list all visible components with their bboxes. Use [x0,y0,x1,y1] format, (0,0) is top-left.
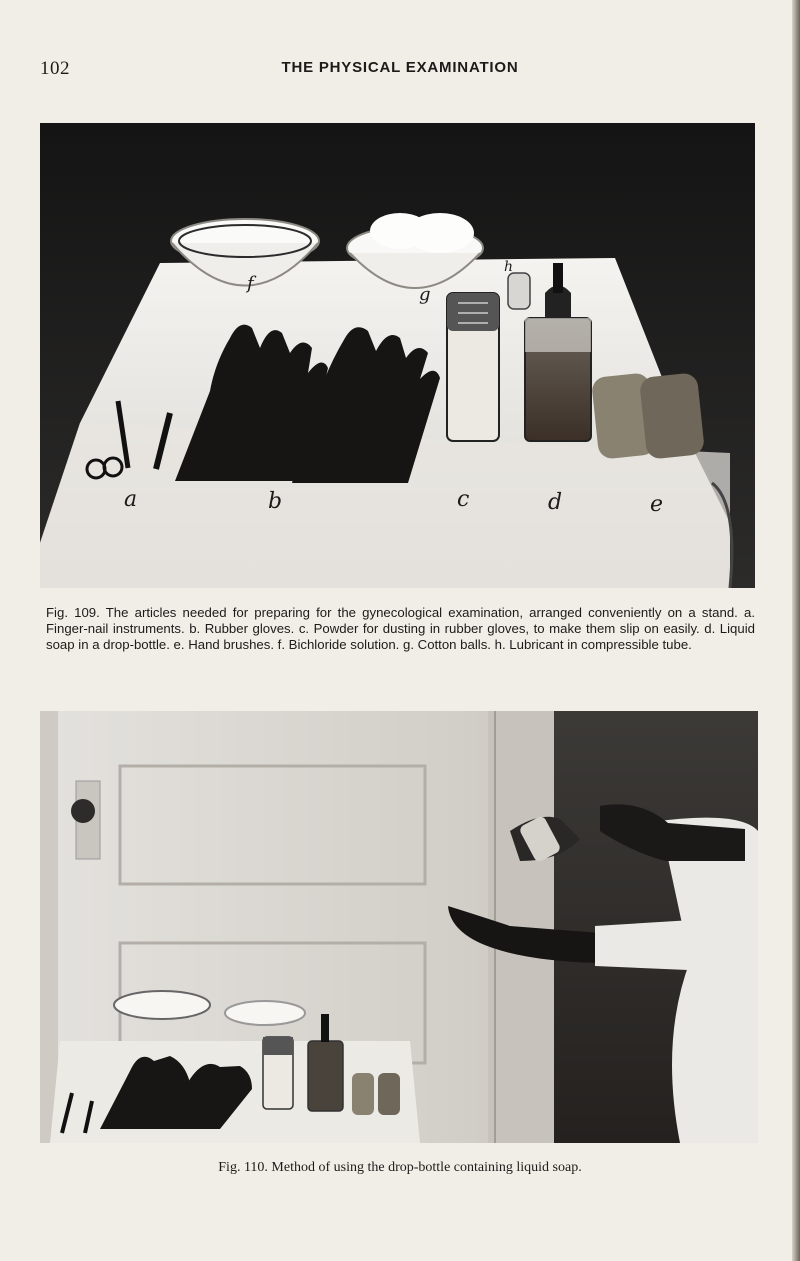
photo-label-d: d [548,490,563,515]
photo-label-c: c [457,487,470,512]
photo-label-f: f [247,273,254,294]
figure-109-photograph [40,123,755,588]
figure-110-caption: Fig. 110. Method of using the drop-bottle containing liquid soap. [218,1160,582,1175]
dusting-powder-can [447,293,499,441]
photo-label-g: g [419,284,431,305]
photo-label-b: b [268,489,283,514]
photo-label-a: a [124,487,138,512]
photo-label-e: e [650,492,664,517]
page-edge-shadow [792,0,800,1261]
photo-label-h: h [504,259,514,275]
door-knob [71,799,95,823]
running-title: THE PHYSICAL EXAMINATION [281,59,519,76]
page-number: 102 [40,58,70,79]
lubricant-tube [508,273,530,309]
hand-brushes [591,372,705,460]
figure-110-photograph [40,711,758,1143]
figure-109-caption: Fig. 109. The articles needed for preparing for the gynecological examination, arranged conveniently on a stand. a. Finger-nail instruments. b. Rubber gloves. c. Powder for dusting in rubber gloves, to make them slip on easily. d. Liquid soap in a drop-bottle. e. Hand brushes. f. Bichloride solution. g. Cotton balls. h. Lubricant in compressible tube. [46,605,755,653]
